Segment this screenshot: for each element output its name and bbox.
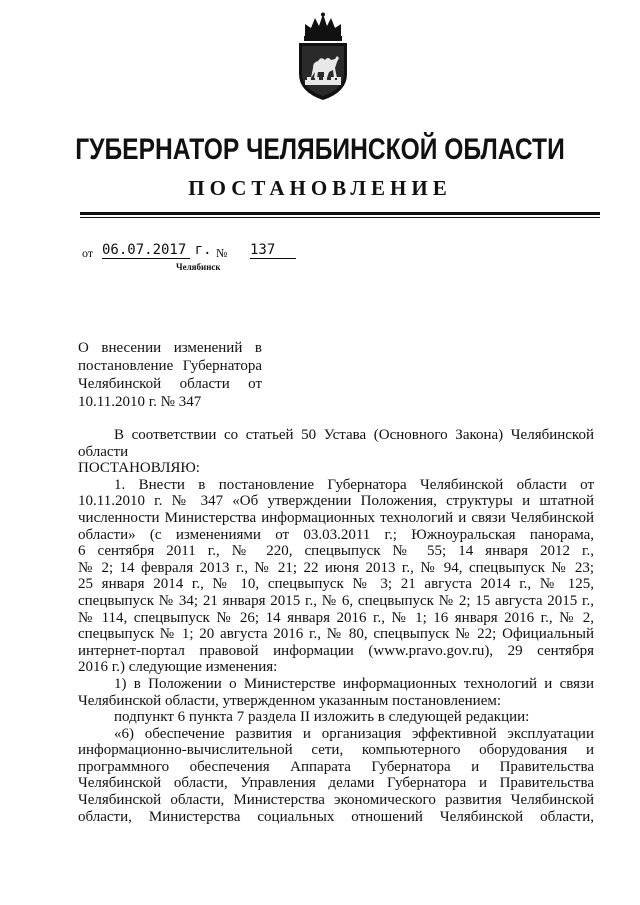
date-prefix: от	[82, 246, 94, 260]
body-line: подпункт 6 пункта 7 раздела II изложить в следующей редакции:	[114, 709, 530, 726]
subject-line: Челябинской области от	[78, 376, 262, 392]
body-line: Челябинской области, Управления делами Губернатора и Правительства	[78, 775, 594, 792]
number-label: №	[216, 246, 228, 260]
body-line: Челябинской области, Министерства экономического развития Челябинской	[78, 792, 594, 809]
header-divider-thin	[80, 217, 600, 218]
body-line: «6) обеспечение развития и организация эффективной эксплуатации	[114, 725, 594, 742]
body-line: области	[78, 443, 129, 460]
subject-line: 10.11.2010 г. № 347	[78, 394, 202, 410]
body-line: 10.11.2010 г. № 347 «Об утверждении Положения, структуры и штатной	[78, 493, 594, 510]
issue-place: Челябинск	[176, 262, 221, 272]
body-line: 25 января 2014 г., № 10, спецвыпуск № 3; 21 августа 2014 г., № 125,	[78, 576, 594, 593]
subject-line: О внесении изменений в	[78, 340, 262, 356]
header-divider-thick	[80, 212, 600, 215]
document-body	[78, 427, 594, 825]
body-line: области» (с изменениями от 03.03.2011 г.; Южноуральская панорама,	[78, 526, 594, 543]
body-line: В соответствии со статьей 50 Устава (Основного Закона) Челябинской	[114, 427, 594, 443]
document-date: 06.07.2017 г.	[102, 242, 212, 258]
authority-title: ГУБЕРНАТОР ЧЕЛЯБИНСКОЙ ОБЛАСТИ	[75, 133, 565, 166]
subject-line: постановление Губернатора	[78, 358, 262, 374]
document-type-title: ПОСТАНОВЛЕНИЕ	[188, 176, 452, 200]
body-line: области, Министерства социальных отношений Челябинской области,	[78, 808, 594, 825]
document-meta	[82, 242, 276, 261]
body-line: Челябинской области, утвержденном указанным постановлением:	[78, 692, 502, 709]
body-line: 1. Внести в постановление Губернатора Челябинской области от	[114, 476, 594, 493]
document-number: 137	[250, 242, 296, 259]
chelyabinsk-coat-of-arms-emblem	[291, 12, 355, 102]
decree-keyword: ПОСТАНОВЛЯЮ:	[78, 460, 200, 477]
body-line: 1) в Положении о Министерстве информационных технологий и связи	[114, 675, 594, 692]
body-line: 2016 г.) следующие изменения:	[78, 659, 278, 676]
body-line: 6 сентября 2011 г., № 220, спецвыпуск № 55; 14 января 2012 г.,	[78, 543, 594, 560]
body-line: № 2; 14 февраля 2013 г., № 21; 22 июня 2013 г., № 94, спецвыпуск № 23;	[78, 559, 594, 576]
body-line: информационно-вычислительной сети, компьютерного оборудования и	[78, 742, 594, 759]
body-line: интернет-портал правовой информации (www.pravo.gov.ru), 29 сентября	[78, 642, 594, 659]
body-line: численности Министерства информационных технологий и связи Челябинской	[78, 509, 594, 526]
body-line: программного обеспечения Аппарата Губернатора и Правительства	[78, 758, 594, 775]
body-line: № 114, спецвыпуск № 26; 14 января 2016 г., № 1; 16 января 2016 г., № 2,	[78, 609, 594, 626]
body-line: спецвыпуск № 34; 21 января 2015 г., № 6, спецвыпуск № 2; 15 августа 2015 г.,	[78, 592, 594, 609]
body-line: спецвыпуск № 1; 20 августа 2016 г., № 80, спецвыпуск № 22; Официальный	[78, 626, 594, 643]
document-subject	[78, 339, 262, 411]
